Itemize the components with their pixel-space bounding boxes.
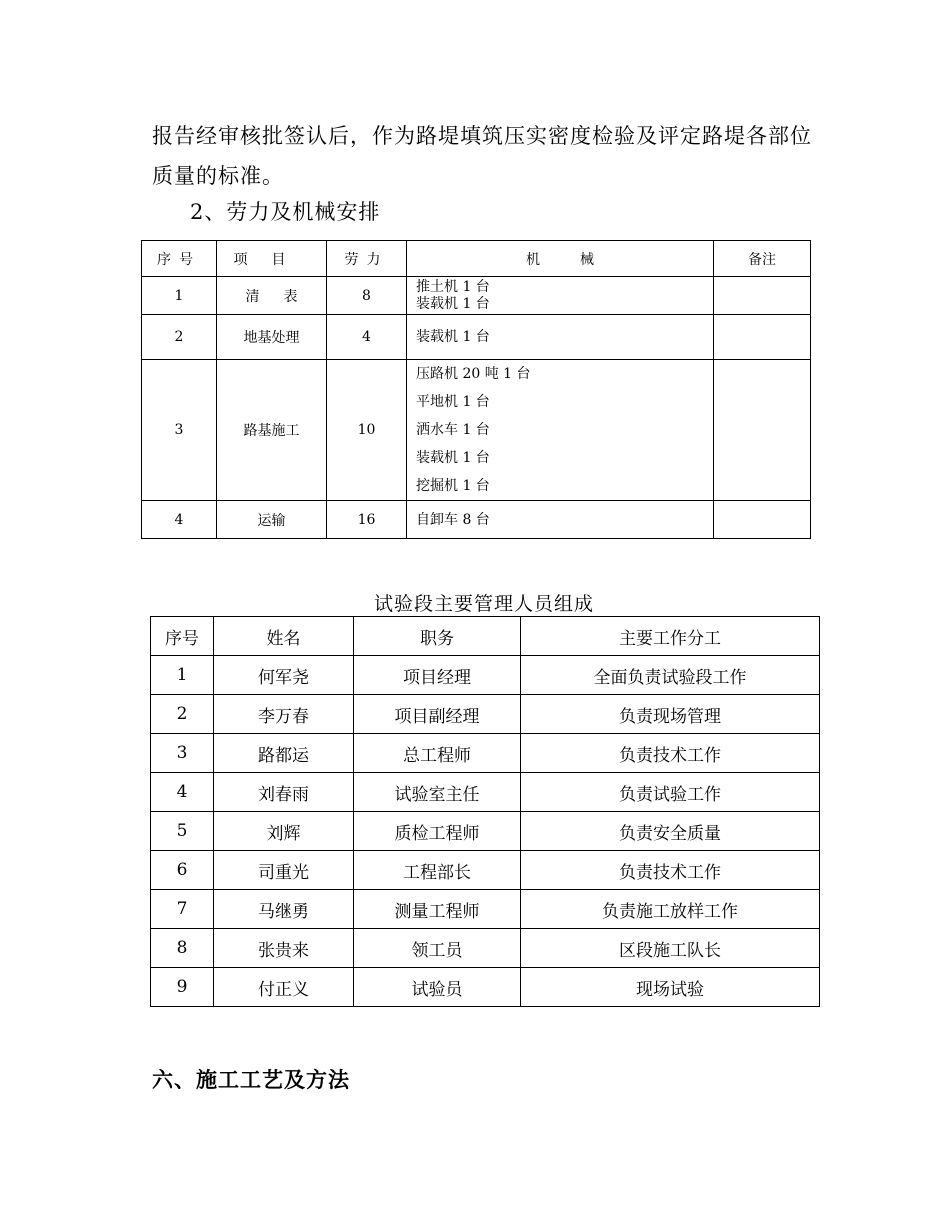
row-name: 何军尧: [214, 656, 354, 695]
row-labor: 16: [327, 501, 407, 539]
row-seq: 6: [151, 851, 214, 890]
subheading-labor-machinery: 2、劳力及机械安排: [190, 200, 381, 224]
row-name: 刘辉: [214, 812, 354, 851]
row-duty: 负责试验工作: [521, 773, 820, 812]
header-position: 职务: [354, 617, 521, 656]
row-seq: 1: [151, 656, 214, 695]
row-item: 清表: [217, 277, 327, 315]
row-item: 地基处理: [217, 315, 327, 360]
table-row: [151, 968, 820, 1007]
header-duty: 主要工作分工: [521, 617, 820, 656]
header-labor: 劳力: [327, 241, 407, 277]
row-duty: 负责技术工作: [521, 851, 820, 890]
machinery-line: 装载机 1 台: [416, 295, 490, 312]
row-position: 总工程师: [354, 734, 521, 773]
row-name: 司重光: [214, 851, 354, 890]
table-row: [151, 695, 820, 734]
machinery-line: 自卸车 8 台: [416, 511, 490, 528]
table-row: [151, 656, 820, 695]
row-duty: 现场试验: [521, 968, 820, 1007]
row-position: 质检工程师: [354, 812, 521, 851]
row-name: 张贵来: [214, 929, 354, 968]
labor-machinery-table: [141, 240, 811, 539]
body-paragraph: 报告经审核批签认后，作为路堤填筑压实密度检验及评定路堤各部位质量的标准。: [152, 124, 812, 188]
row-duty: 区段施工队长: [521, 929, 820, 968]
header-remarks: 备注: [714, 241, 811, 277]
row-seq: 9: [151, 968, 214, 1007]
row-remarks: [714, 277, 811, 315]
row-position: 项目经理: [354, 656, 521, 695]
table-row: [142, 501, 811, 539]
header-item: 项目: [217, 241, 327, 277]
row-name: 路都运: [214, 734, 354, 773]
row-name: 刘春雨: [214, 773, 354, 812]
row-position: 项目副经理: [354, 695, 521, 734]
row-seq: 2: [142, 315, 217, 360]
row-position: 工程部长: [354, 851, 521, 890]
row-labor: 8: [327, 277, 407, 315]
machinery-line: 洒水车 1 台: [416, 422, 490, 438]
row-seq: 5: [151, 812, 214, 851]
header-seq: 序号: [142, 241, 217, 277]
row-machinery: [407, 360, 714, 501]
table-row: [151, 773, 820, 812]
row-duty: 负责安全质量: [521, 812, 820, 851]
machinery-line: 装载机 1 台: [416, 329, 490, 345]
row-seq: 2: [151, 695, 214, 734]
table-row: [151, 890, 820, 929]
staff-table-title: 试验段主要管理人员组成: [373, 593, 594, 615]
row-seq: 1: [142, 277, 217, 315]
row-seq: 3: [142, 360, 217, 501]
row-remarks: [714, 360, 811, 501]
table-row: [142, 315, 811, 360]
row-labor: 4: [327, 315, 407, 360]
row-remarks: [714, 315, 811, 360]
table-row: [151, 734, 820, 773]
table-row: [151, 929, 820, 968]
row-duty: 负责现场管理: [521, 695, 820, 734]
table-row: [151, 851, 820, 890]
table-row: [151, 812, 820, 851]
header-name: 姓名: [214, 617, 354, 656]
table-row: [142, 277, 811, 315]
row-seq: 7: [151, 890, 214, 929]
row-machinery: [407, 277, 714, 315]
row-name: 马继勇: [214, 890, 354, 929]
machinery-line: 平地机 1 台: [416, 394, 490, 410]
row-seq: 8: [151, 929, 214, 968]
table-row: [142, 360, 811, 501]
row-name: 付正义: [214, 968, 354, 1007]
row-position: 试验员: [354, 968, 521, 1007]
staff-table: [150, 616, 820, 1007]
row-position: 领工员: [354, 929, 521, 968]
row-machinery: [407, 315, 714, 360]
machinery-line: 压路机 20 吨 1 台: [416, 366, 531, 382]
section-heading: 六、施工工艺及方法: [152, 1067, 350, 1092]
row-seq: 4: [142, 501, 217, 539]
row-position: 试验室主任: [354, 773, 521, 812]
row-position: 测量工程师: [354, 890, 521, 929]
row-item: 路基施工: [217, 360, 327, 501]
table-header-row: [142, 241, 811, 277]
row-seq: 4: [151, 773, 214, 812]
machinery-line: 挖掘机 1 台: [416, 478, 490, 494]
row-item: 运输: [217, 501, 327, 539]
row-remarks: [714, 501, 811, 539]
row-labor: 10: [327, 360, 407, 501]
row-seq: 3: [151, 734, 214, 773]
row-duty: 全面负责试验段工作: [521, 656, 820, 695]
machinery-line: 推土机 1 台: [416, 278, 490, 295]
row-duty: 负责技术工作: [521, 734, 820, 773]
header-machinery: 机械: [407, 241, 714, 277]
table-header-row: [151, 617, 820, 656]
row-name: 李万春: [214, 695, 354, 734]
row-machinery: [407, 501, 714, 539]
row-duty: 负责施工放样工作: [521, 890, 820, 929]
machinery-line: 装载机 1 台: [416, 450, 490, 466]
header-seq: 序号: [151, 617, 214, 656]
